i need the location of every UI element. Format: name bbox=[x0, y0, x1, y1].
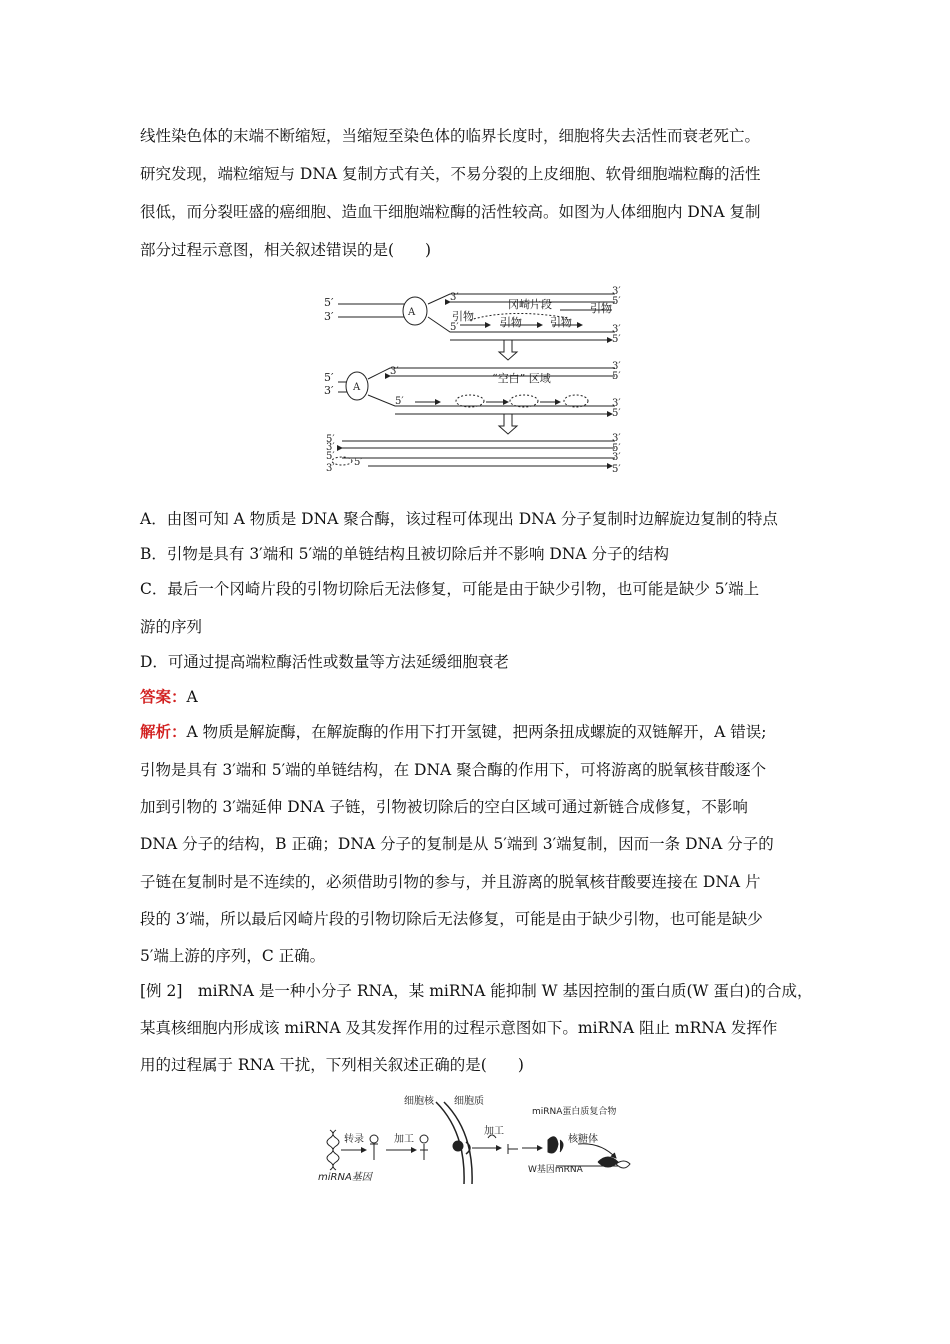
label-3prime: 3′ bbox=[612, 452, 621, 463]
cytoplasm-label: 细胞质 bbox=[454, 1096, 484, 1107]
w-mrna-label: W基因mRNA bbox=[528, 1165, 583, 1175]
primer-label: 引物 bbox=[550, 316, 572, 329]
analysis-line-6: 段的 3′端，所以最后冈崎片段的引物切除后无法修复，可能是由于缺少引物，也可能是缺少 bbox=[140, 910, 763, 928]
label-3prime: 3′ bbox=[326, 463, 335, 474]
intro-line-2: 研究发现，端粒缩短与 DNA 复制方式有关，不易分裂的上皮细胞、软骨细胞端粒酶的活性 bbox=[140, 165, 761, 183]
label-5prime: 5′ bbox=[612, 334, 621, 345]
gene-label: miRNA基因 bbox=[318, 1172, 372, 1183]
label-5prime: 5′ bbox=[326, 451, 335, 462]
mirna-process-figure bbox=[316, 1092, 646, 1187]
label-5prime: 5′ bbox=[395, 396, 404, 407]
enzyme-a-label: A bbox=[353, 382, 361, 393]
label-5prime: 5′ bbox=[324, 296, 334, 309]
label-3prime: 3′ bbox=[612, 398, 621, 409]
example2-line-1 bbox=[140, 980, 820, 1002]
blank-region-label: “空白” 区域 bbox=[492, 372, 551, 385]
label-5prime: 5′ bbox=[354, 457, 363, 468]
intro-line-1: 线性染色体的末端不断缩短，当缩短至染色体的临界长度时，细胞将失去活性而衰老死亡。 bbox=[140, 127, 761, 145]
intro-line-3: 很低，而分裂旺盛的癌细胞、造血干细胞端粒酶的活性较高。如图为人体细胞内 DNA 复制 bbox=[140, 203, 761, 221]
label-5prime: 5′ bbox=[612, 443, 621, 454]
analysis-text: A 物质是解旋酶，在解旋酶的作用下打开氢键，把两条扭成螺旋的双链解开，A 错误; bbox=[186, 723, 767, 741]
example2-line-3: 用的过程属于 RNA 干扰，下列相关叙述正确的是( ) bbox=[140, 1056, 524, 1074]
label-5prime: 5′ bbox=[612, 371, 621, 382]
option-b: B．引物是具有 3′端和 5′端的单链结构且被切除后并不影响 DNA 分子的结构 bbox=[140, 545, 670, 563]
label-3prime: 3′ bbox=[612, 433, 621, 444]
label-5prime: 5′ bbox=[612, 464, 621, 475]
transcription-label: 转录 bbox=[344, 1134, 364, 1145]
analysis-line-5: 子链在复制时是不连续的，必须借助引物的参与，并且游离的脱氧核苷酸要连接在 DNA 片 bbox=[140, 873, 761, 891]
enzyme-a-label: A bbox=[408, 307, 416, 318]
analysis-line-1 bbox=[140, 721, 820, 743]
dna-replication-figure bbox=[320, 282, 630, 482]
processing-label-2: 加工 bbox=[484, 1126, 504, 1137]
analysis-line-3: 加到引物的 3′端延伸 DNA 子链，引物被切除后的空白区域可通过新链合成修复，不影响 bbox=[140, 798, 748, 816]
label-5prime: 5′ bbox=[612, 408, 621, 419]
answer-label: 答案： bbox=[140, 687, 187, 706]
label-3prime: 3′ bbox=[390, 366, 399, 377]
example2-line-2: 某真核细胞内形成该 miRNA 及其发挥作用的过程示意图如下。miRNA 阻止 mRNA 发挥作 bbox=[140, 1019, 778, 1037]
option-c-continued: 游的序列 bbox=[140, 618, 203, 636]
complex-label: miRNA蛋白质复合物 bbox=[532, 1107, 617, 1117]
label-3prime: 3′ bbox=[324, 384, 334, 397]
label-5prime: 5′ bbox=[324, 371, 334, 384]
nucleus-label: 细胞核 bbox=[404, 1096, 434, 1107]
label-5prime: 5′ bbox=[326, 434, 335, 445]
intro-line-4: 部分过程示意图，相关叙述错误的是( ) bbox=[140, 241, 432, 259]
processing-label-1: 加工 bbox=[394, 1134, 414, 1145]
label-5prime: 5′ bbox=[612, 296, 621, 307]
analysis-line-2: 引物是具有 3′端和 5′端的单链结构，在 DNA 聚合酶的作用下，可将游离的脱氧核苷酸逐个 bbox=[140, 761, 767, 779]
label-3prime: 3′ bbox=[324, 310, 334, 323]
label-3prime: 3′ bbox=[612, 361, 621, 372]
option-c: C．最后一个冈崎片段的引物切除后无法修复，可能是由于缺少引物，也可能是缺少 5′端上 bbox=[140, 580, 760, 598]
label-3prime: 3′ bbox=[450, 292, 459, 303]
primer-label: 引物 bbox=[590, 302, 612, 315]
label-3prime: 3′ bbox=[612, 324, 621, 335]
analysis-line-7: 5′端上游的序列，C 正确。 bbox=[140, 947, 326, 965]
analysis-line-4: DNA 分子的结构，B 正确；DNA 分子的复制是从 5′端到 3′端复制，因而一条 DNA 分子的 bbox=[140, 835, 774, 853]
label-3prime: 3′ bbox=[612, 286, 621, 297]
label-3prime: 3′ bbox=[326, 442, 335, 453]
primer-label: 引物 bbox=[452, 310, 474, 323]
okazaki-label: 冈崎片段 bbox=[508, 298, 552, 311]
answer-value: A bbox=[186, 688, 198, 706]
primer-label: 引物 bbox=[500, 316, 522, 329]
ribosome-label: 核糖体 bbox=[568, 1134, 598, 1145]
option-a: A．由图可知 A 物质是 DNA 聚合酶，该过程可体现出 DNA 分子复制时边解旋边复制的特点 bbox=[140, 510, 778, 528]
example2-label: [例 2] bbox=[140, 982, 183, 1000]
label-5prime: 5′ bbox=[450, 322, 459, 333]
analysis-label: 解析： bbox=[140, 722, 187, 741]
answer-line bbox=[140, 686, 820, 708]
example2-text: miRNA 是一种小分子 RNA，某 miRNA 能抑制 W 基因控制的蛋白质(W 蛋白)的合成， bbox=[197, 982, 813, 1000]
option-d: D．可通过提高端粒酶活性或数量等方法延缓细胞衰老 bbox=[140, 653, 509, 671]
